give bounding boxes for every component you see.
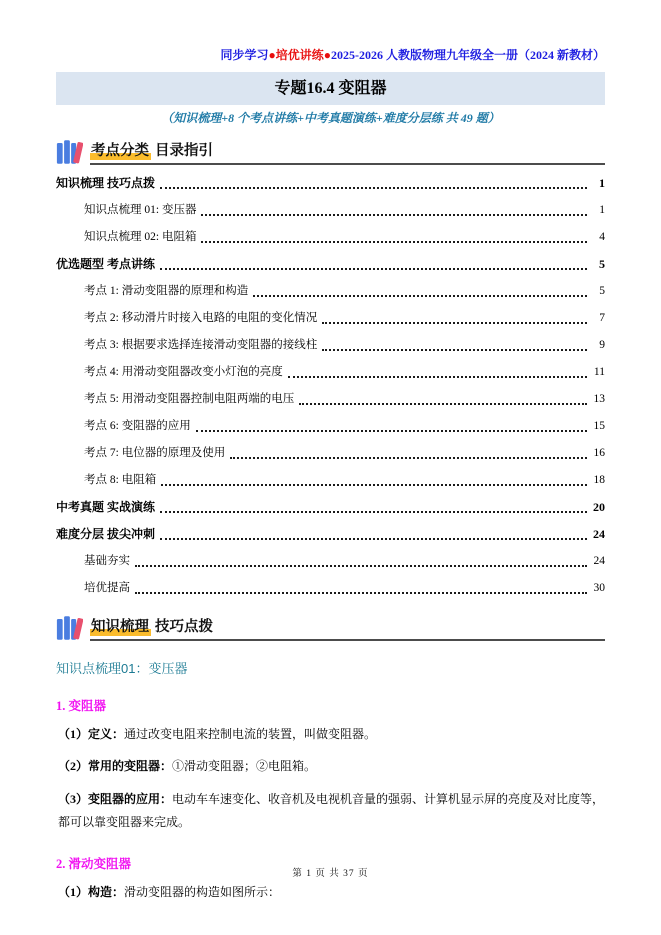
paragraph-prefix: （1）定义： [58, 727, 125, 741]
paragraph-prefix: （3）变阻器的应用： [58, 791, 173, 806]
paragraph-structure [56, 881, 605, 904]
toc-entry-label: 考点 1: 滑动变阻器的原理和构造 [84, 285, 249, 297]
paragraph-common-types [56, 755, 605, 778]
toc-page-number: 24 [593, 555, 605, 567]
section-title-highlighted: 考点分类 [91, 143, 149, 159]
paragraph-text: 通过改变电阻来控制电流的装置，叫做变阻器。 [124, 727, 377, 741]
toc-entry-label: 考点 7: 电位器的原理及使用 [84, 447, 226, 459]
toc-dotted-leader [135, 565, 587, 567]
toc-entry-label: 考点 6: 变阻器的应用 [84, 420, 191, 432]
paragraph-prefix: （2）常用的变阻器： [58, 759, 173, 774]
toc-row [56, 278, 605, 305]
toc-page-number: 1 [599, 204, 605, 216]
toc-list [56, 170, 605, 602]
section-title-knowledge [90, 615, 605, 641]
toc-dotted-leader [160, 187, 587, 189]
toc-entry-label: 考点 5: 用滑动变阻器控制电阻两端的电压 [84, 393, 295, 405]
section-header-knowledge [56, 615, 605, 641]
toc-page-number: 13 [593, 393, 605, 405]
toc-entry-label: 考点 4: 用滑动变阻器改变小灯泡的亮度 [84, 366, 283, 378]
toc-dotted-leader [160, 268, 587, 270]
toc-dotted-leader [253, 295, 587, 297]
toc-row [56, 305, 605, 332]
toc-row [56, 548, 605, 575]
page-title: 专题16.4 变阻器 [274, 80, 387, 97]
toc-row [56, 332, 605, 359]
toc-entry-label: 考点 8: 电阻箱 [84, 474, 157, 486]
toc-page-number: 16 [593, 447, 605, 459]
toc-page-number: 24 [593, 527, 605, 541]
toc-page-number: 20 [593, 500, 605, 514]
toc-page-number: 7 [599, 312, 605, 324]
toc-dotted-leader [161, 484, 587, 486]
toc-page-number: 11 [593, 366, 605, 378]
toc-page-number: 1 [599, 176, 605, 190]
page-title-band [56, 72, 605, 105]
toc-page-number: 4 [599, 231, 605, 243]
toc-entry-label: 基础夯实 [84, 555, 130, 567]
toc-dotted-leader [322, 349, 587, 351]
section-title-toc [90, 139, 605, 165]
knowledge-point-heading: 知识点梳理01：变压器 [56, 661, 188, 676]
list-item-title-2: 2. 滑动变阻器 [56, 856, 132, 871]
toc-page-number: 30 [593, 582, 605, 594]
toc-entry-label: 考点 3: 根据要求选择连接滑动变阻器的接线柱 [84, 339, 318, 351]
toc-dotted-leader [322, 322, 587, 324]
list-item-title-1: 1. 变阻器 [56, 699, 107, 713]
toc-row [56, 413, 605, 440]
paragraph-text: 电动车车速变化、收音机及电视机音量的强弱、计算机显示屏的亮度及对比度等，都可以靠变阻器来完成。 [58, 791, 605, 830]
doc-header-brand: ●培优讲练● [268, 48, 331, 62]
toc-row [56, 521, 605, 548]
paragraph-text: ①滑动变阻器；②电阻箱。 [172, 759, 317, 774]
doc-header [56, 46, 605, 63]
toc-row [56, 575, 605, 602]
section-title-rest: 技巧点拨 [151, 619, 214, 635]
toc-entry-label: 难度分层 拔尖冲刺 [56, 527, 156, 541]
toc-entry-label: 知识点梳理 01: 变压器 [84, 204, 197, 216]
toc-dotted-leader [201, 241, 587, 243]
page-footer: 第 1 页 共 37 页 [292, 869, 369, 879]
toc-entry-label: 知识梳理 技巧点拨 [56, 176, 156, 190]
books-icon [56, 615, 83, 641]
section-title-highlighted: 知识梳理 [91, 619, 149, 635]
toc-page-number: 5 [599, 257, 605, 271]
toc-entry-label: 考点 2: 移动滑片时接入电路的电阻的变化情况 [84, 312, 318, 324]
doc-header-edition: 2025-2026 人教版物理九年级全一册（2024 新教材） [331, 48, 605, 62]
toc-row [56, 494, 605, 521]
toc-row [56, 467, 605, 494]
books-icon [56, 139, 83, 165]
toc-entry-label: 培优提高 [84, 582, 130, 594]
paragraph-definition [56, 723, 605, 746]
toc-entry-label: 优选题型 考点讲练 [56, 257, 156, 271]
toc-dotted-leader [201, 214, 587, 216]
toc-row [56, 170, 605, 197]
toc-dotted-leader [196, 430, 587, 432]
paragraph-text: 滑动变阻器的构造如图所示： [124, 884, 281, 899]
toc-row [56, 386, 605, 413]
toc-row [56, 251, 605, 278]
toc-dotted-leader [160, 538, 587, 540]
toc-entry-label: 知识点梳理 02: 电阻箱 [84, 231, 197, 243]
toc-dotted-leader [288, 376, 587, 378]
section-header-toc [56, 139, 605, 165]
toc-page-number: 18 [593, 474, 605, 486]
toc-page-number: 5 [599, 285, 605, 297]
toc-row [56, 359, 605, 386]
toc-page-number: 15 [593, 420, 605, 432]
toc-page-number: 9 [599, 339, 605, 351]
toc-dotted-leader [299, 403, 587, 405]
paragraph-prefix: （1）构造： [58, 884, 125, 899]
paragraph-applications [56, 788, 605, 835]
toc-row [56, 197, 605, 224]
doc-header-series: 同步学习 [220, 48, 269, 62]
toc-dotted-leader [135, 592, 587, 594]
toc-row [56, 440, 605, 467]
toc-row [56, 224, 605, 251]
toc-entry-label: 中考真题 实战演练 [56, 500, 156, 514]
page-subtitle: （知识梳理+8 个考点讲练+中考真题演练+难度分层练 共 49 题） [161, 111, 500, 125]
section-title-rest: 目录指引 [151, 143, 214, 159]
toc-dotted-leader [160, 511, 587, 513]
toc-dotted-leader [230, 457, 587, 459]
